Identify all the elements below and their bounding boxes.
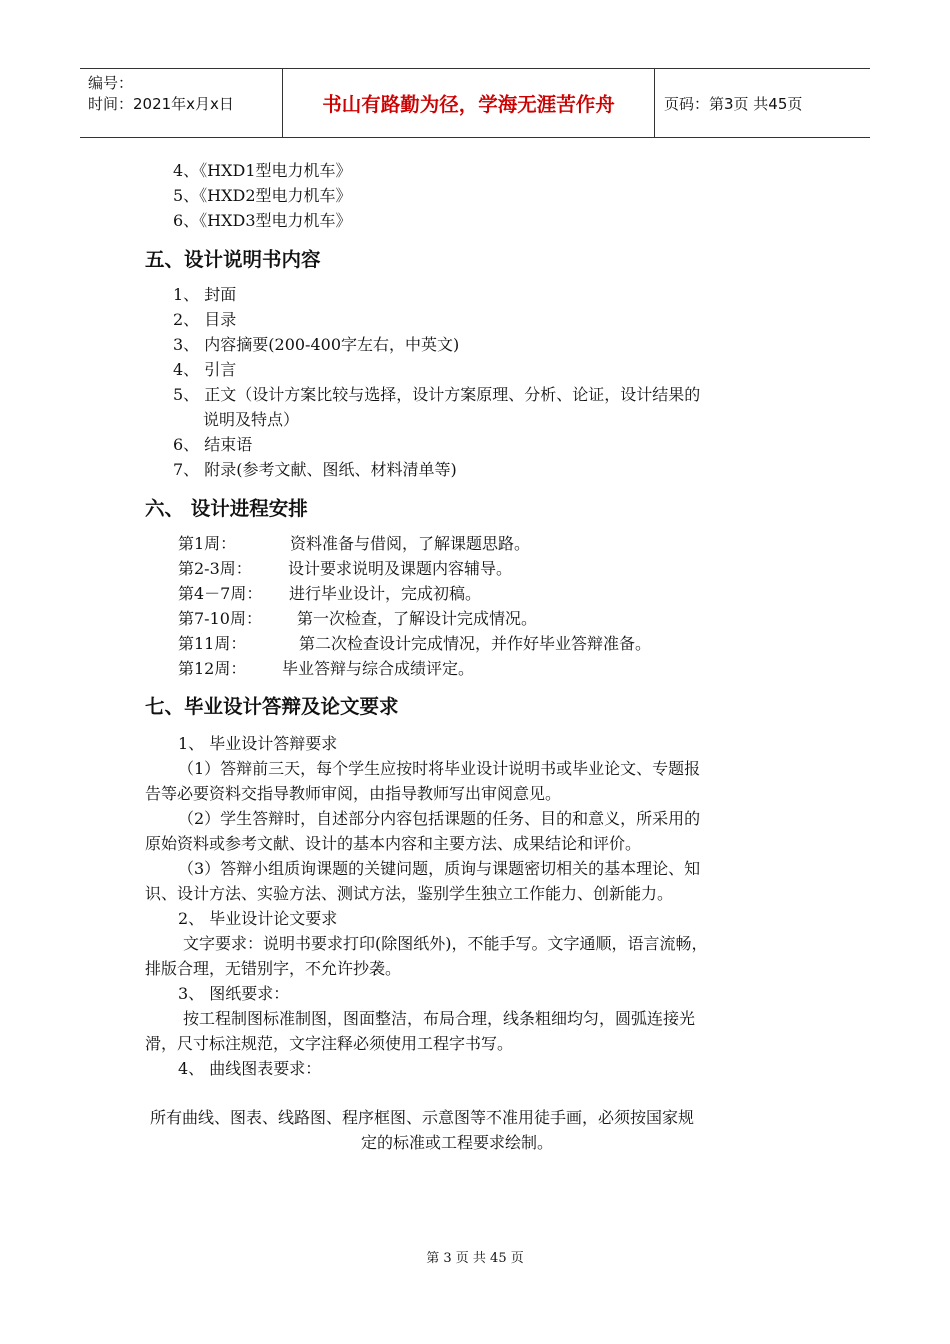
subheading: 1、 毕业设计答辩要求 [178,734,338,753]
section-5-title: 五、设计说明书内容 [145,248,321,271]
list-item-continuation: 说明及特点） [203,410,300,429]
schedule-task: 第二次检查设计完成情况，并作好毕业答辩准备。 [299,634,652,653]
list-item: 2、 目录 [173,310,237,329]
schedule-task: 第一次检查，了解设计完成情况。 [297,609,538,628]
schedule-week: 第1周： [178,534,237,553]
schedule-week: 第11周： [178,634,247,653]
paragraph-line: （1）答辩前三天，每个学生应按时将毕业设计说明书或毕业论文、专题报 [178,759,701,778]
schedule-task: 设计要求说明及课题内容辅导。 [288,559,513,578]
subheading: 2、 毕业设计论文要求 [178,909,338,928]
paragraph-line: 按工程制图标准制图，图面整洁，布局合理，线条粗细均匀，圆弧连接光 [183,1009,696,1028]
list-item: 3、 内容摘要(200-400字左右，中英文) [173,335,460,354]
list-item: 5、 正文（设计方案比较与选择，设计方案原理、分析、论证，设计结果的 [173,385,701,404]
schedule-week: 第4－7周： [178,584,263,603]
schedule-week: 第2-3周： [178,559,252,578]
list-item: 6、 结束语 [173,435,253,454]
reference-item: 5、《HXD2型电力机车》 [173,186,352,205]
page-header [80,68,870,138]
list-item: 7、 附录(参考文献、图纸、材料清单等) [173,460,457,479]
list-item: 4、 引言 [173,360,237,379]
paragraph-line: 所有曲线、图表、线路图、程序框图、示意图等不准用徒手画，必须按国家规 [150,1108,695,1127]
list-item: 1、 封面 [173,285,237,304]
paragraph-line: 排版合理，无错别字，不允许抄袭。 [145,959,402,978]
subheading: 3、 图纸要求： [178,984,290,1003]
time-label: 时间：2021年x月x日 [88,95,234,113]
schedule-week: 第7-10周： [178,609,262,628]
schedule-task: 资料准备与借阅，了解课题思路。 [290,534,531,553]
section-6-title: 六、 设计进程安排 [145,497,308,520]
number-label: 编号： [88,74,134,92]
section-7-title: 七、毕业设计答辩及论文要求 [145,695,399,718]
page-footer: 第 3 页 共 45 页 [426,1251,524,1266]
paragraph-line: （3）答辩小组质询课题的关键问题，质询与课题密切相关的基本理论、知 [178,859,701,878]
paragraph-line: 滑，尺寸标注规范，文字注释必须使用工程字书写。 [145,1034,514,1053]
reference-item: 4、《HXD1型电力机车》 [173,161,352,180]
paragraph-line: 定的标准或工程要求绘制。 [361,1133,554,1152]
paragraph-line: 识、设计方法、实验方法、测试方法，鉴别学生独立工作能力、创新能力。 [145,884,674,903]
header-page-info: 页码：第3页 共45页 [664,94,803,113]
reference-item: 6、《HXD3型电力机车》 [173,211,352,230]
header-meta [88,73,234,115]
header-divider [654,69,655,137]
header-motto: 书山有路勤为径，学海无涯苦作舟 [322,93,615,116]
schedule-week: 第12周： [178,659,247,678]
paragraph-line: 原始资料或参考文献、设计的基本内容和主要方法、成果结论和评价。 [145,834,642,853]
subheading: 4、 曲线图表要求： [178,1059,322,1078]
paragraph-line: （2）学生答辩时，自述部分内容包括课题的任务、目的和意义，所采用的 [178,809,701,828]
schedule-task: 毕业答辩与综合成绩评定。 [282,659,475,678]
paragraph-line: 文字要求：说明书要求打印(除图纸外)，不能手写。文字通顺，语言流畅， [183,934,708,953]
schedule-task: 进行毕业设计，完成初稿。 [289,584,482,603]
paragraph-line: 告等必要资料交指导教师审阅，由指导教师写出审阅意见。 [145,784,562,803]
